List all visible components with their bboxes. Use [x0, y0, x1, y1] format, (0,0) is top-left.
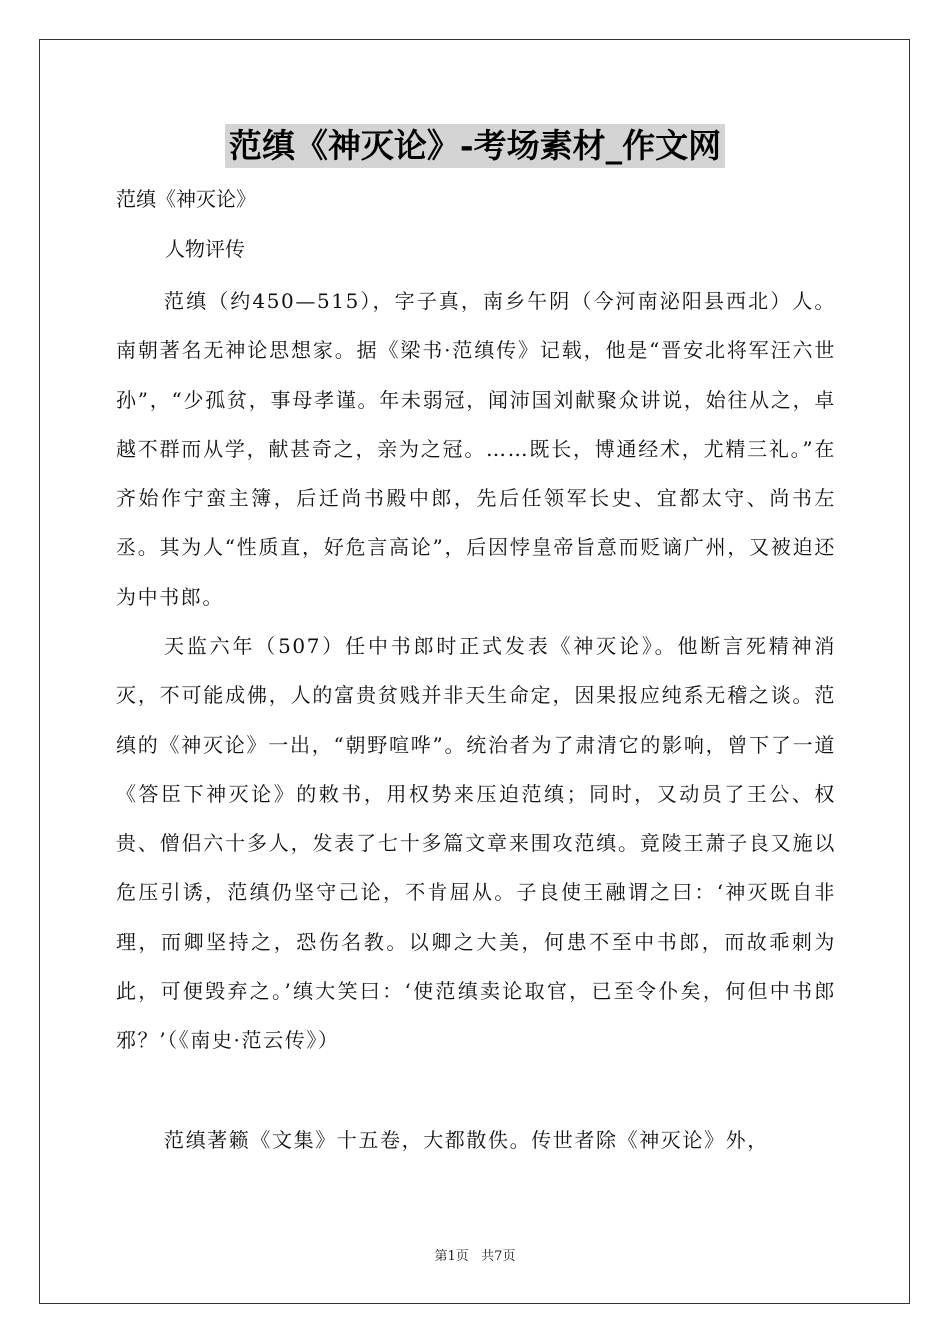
- paragraph-3: 范缜著籁《文集》十五卷，大都散佚。传世者除《神灭论》外，: [164, 1128, 769, 1152]
- article-subheading: 人物评传: [165, 237, 245, 261]
- article-heading: 范缜《神灭论》: [116, 187, 256, 211]
- paragraph-2: 天监六年（507）任中书郎时正式发表《神灭论》。他断言死精神消灭，不可能成佛，人的富贵贫贱并非天生命定，因果报应纯系无稽之谈。范缜的《神灭论》一出，“朝野喧哗”。统治者为了肃清它的影响，曾下了一道《答臣下神灭论》的敕书，用权势来压迫范缜；同时，又动员了王公、权贵、僧侣六十多人，发表了七十多篇文章来围攻范缜。竟陵王萧子良又施以危压引诱，范缜仍坚守己论，不肯屈从。子良使王融谓之曰：‘神灭既自非理，而卿坚持之，恐伤名教。以卿之大美，何患不至中书郎，而故乖刺为此，可便毁弃之。’缜大笑曰：‘使范缜卖论取官，已至令仆矣，何但中书郎邪？’（《南史·范云传》）: [116, 634, 836, 1053]
- paragraph-1: 范缜（约450—515），字子真，南乡午阴（今河南泌阳县西北）人。南朝著名无神论思想家。据《梁书·范缜传》记载，他是“晋安北将军汪六世孙”，“少孤贫，事母孝谨。年未弱冠，闻沛国刘献聚众讲说，始往从之，卓越不群而从学，献甚奇之，亲为之冠。……既长，博通经术，尤精三礼。”在齐始作宁蛮主簿，后迁尚书殿中郎，先后任领军长史、宜都太守、尚书左丞。其为人“性质直，好危言高论”，后因悖皇帝旨意而贬谪广州，又被迫还为中书郎。: [116, 289, 836, 609]
- page-number: 第1页 共7页: [434, 1249, 516, 1264]
- document-title: 范缜《神灭论》-考场素材_作文网: [225, 124, 725, 168]
- title-container: [0, 124, 950, 168]
- document-heading-block: [116, 183, 836, 215]
